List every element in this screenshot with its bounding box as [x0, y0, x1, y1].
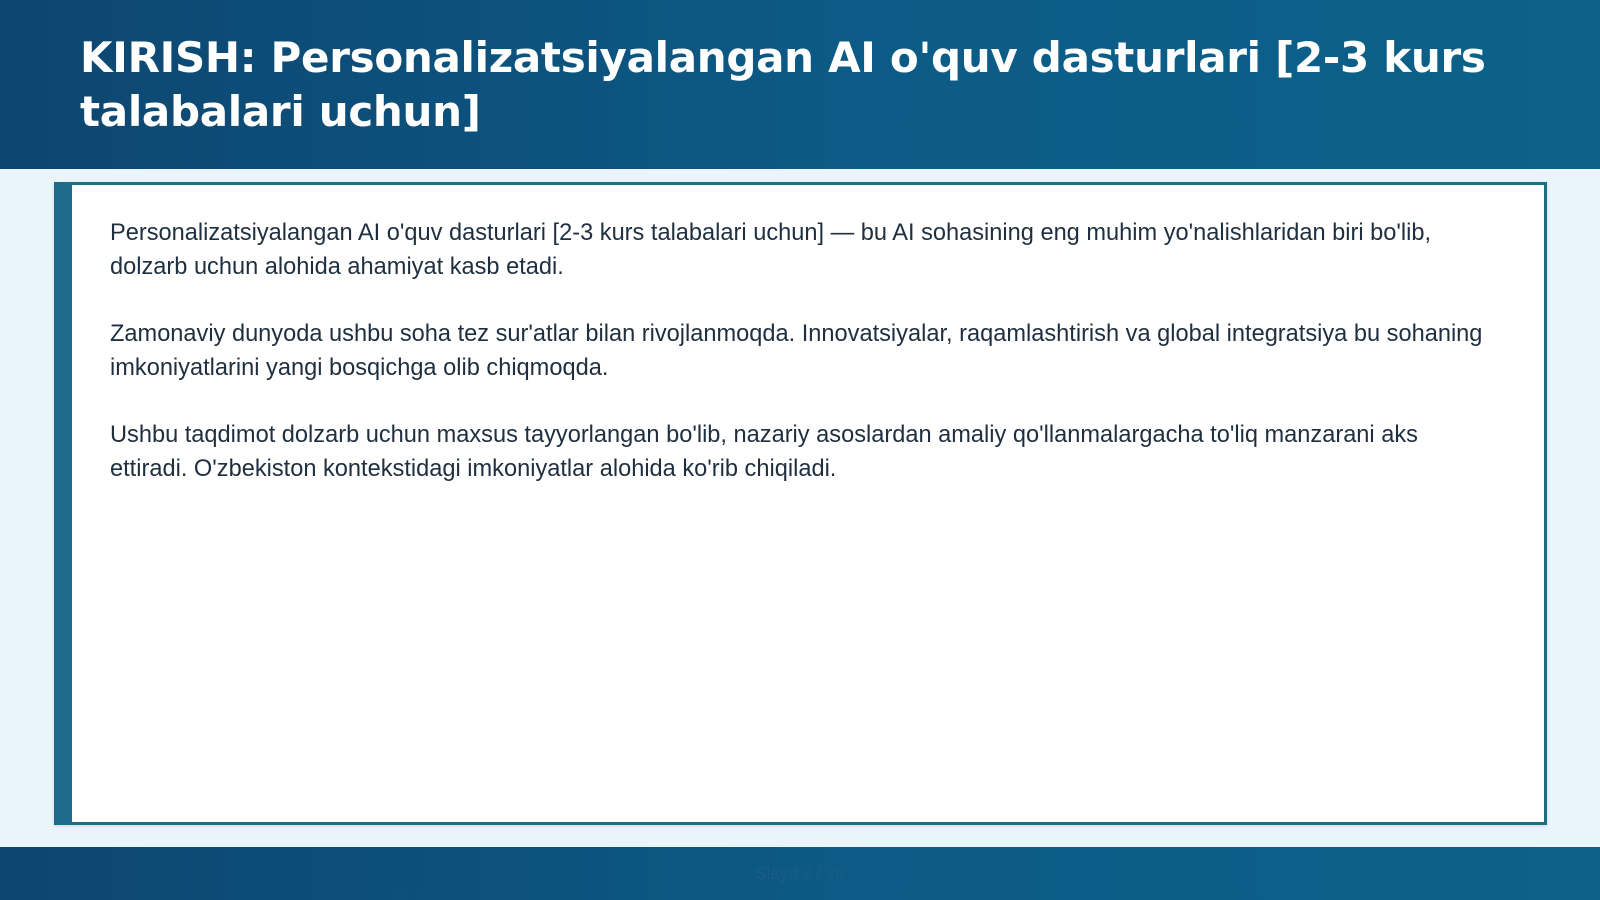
content-card: [54, 182, 1547, 825]
slide-header: [0, 0, 1600, 169]
slide-number: Slayd 2 / 20: [755, 863, 845, 883]
presentation-paragraph: Ushbu taqdimot dolzarb uchun maxsus tayyorlangan bo'lib, nazariy asoslardan amaliy qo'llanmalargacha to'liq manzarani aks ettiradi. O'zbekiston kontekstidagi imkoniyatlar alohida ko'rib chiqiladi.: [110, 422, 1418, 482]
slide-title: KIRISH: Personalizatsiyalangan AI o'quv dasturlari [2-3 kurs talabalari uchun]: [80, 33, 1486, 136]
content-body: [72, 185, 1544, 486]
intro-paragraph: Personalizatsiyalangan AI o'quv dasturlari [2-3 kurs talabalari uchun] — bu AI sohasining eng muhim yo'nalishlaridan biri bo'lib, dolzarb uchun alohida ahamiyat kasb etadi.: [110, 220, 1432, 280]
slide-footer: [0, 847, 1600, 900]
context-paragraph: Zamonaviy dunyoda ushbu soha tez sur'atlar bilan rivojlanmoqda. Innovatsiyalar, raqamlashtirish va global integratsiya bu sohaning imkoniyatlarini yangi bosqichga olib chiqmoqda.: [110, 321, 1483, 381]
